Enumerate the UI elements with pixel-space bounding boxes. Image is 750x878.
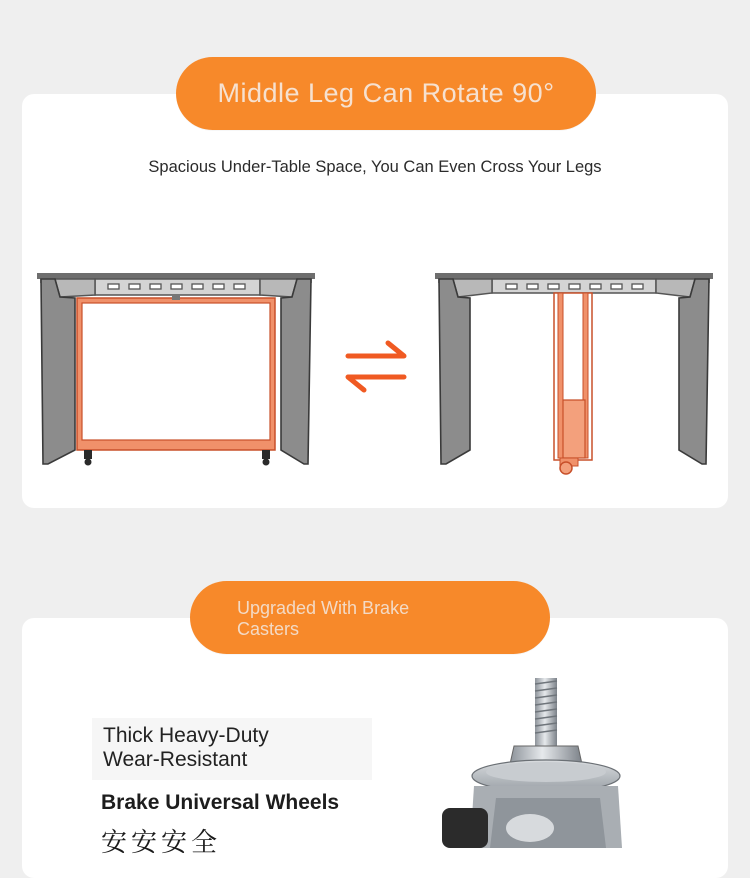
feature-bold-title: Brake Universal Wheels (101, 791, 340, 814)
feature-cjk-text: 安安安全 (101, 828, 222, 858)
desk-unfolded-illustration (37, 273, 315, 466)
section2-heading: Upgraded With Brake Casters (237, 598, 410, 639)
feature-line-thick: Thick Heavy-Duty (103, 724, 269, 747)
feature-line-wear: Wear-Resistant (103, 748, 248, 771)
desk-folded-illustration (435, 273, 713, 474)
section1-subtitle: Spacious Under-Table Space, You Can Even Cross Your Legs (148, 158, 602, 176)
feature-text-block (103, 724, 363, 772)
caster-wheel-image (430, 668, 650, 848)
section2-heading-pill (190, 581, 550, 654)
section1-heading: Middle Leg Can Rotate 90° (217, 78, 555, 108)
swap-arrows-icon (348, 343, 404, 390)
